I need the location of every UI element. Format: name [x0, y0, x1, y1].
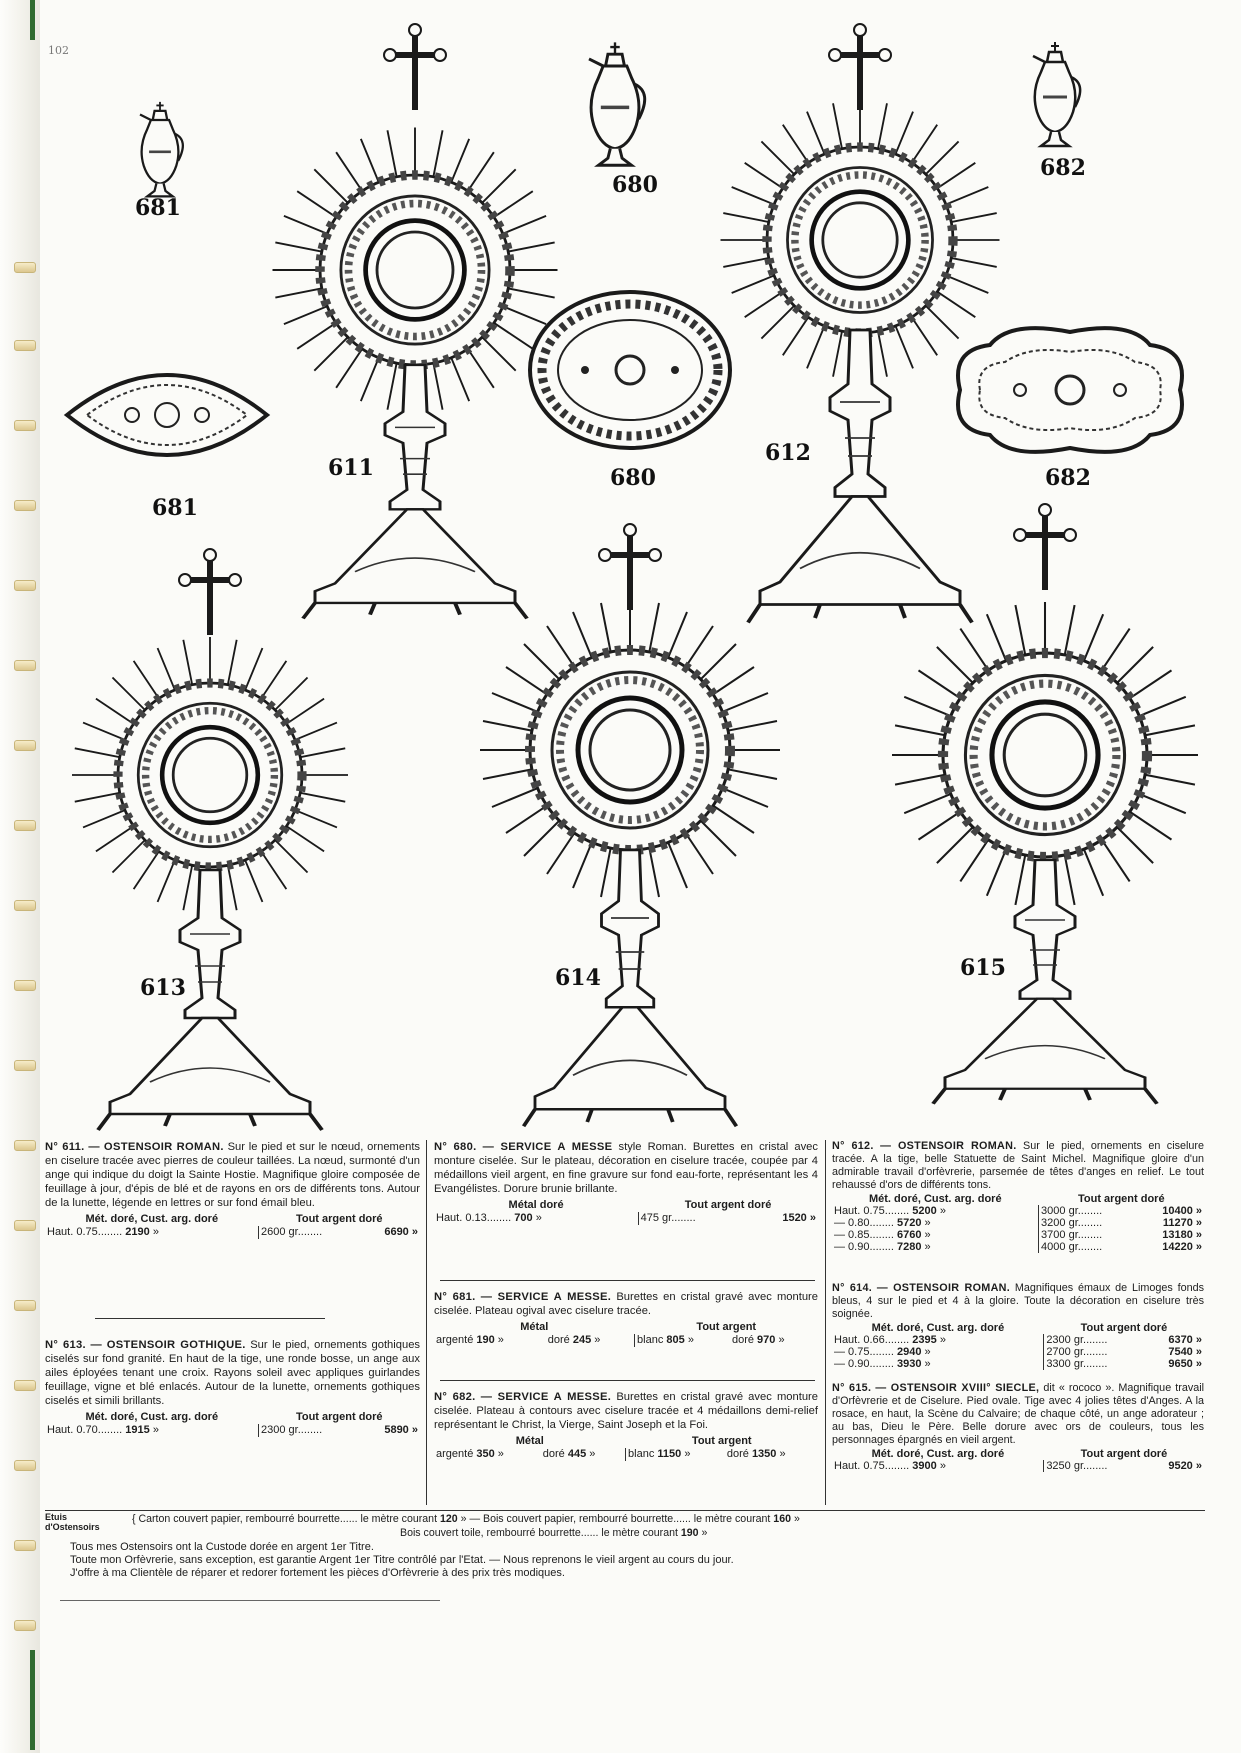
price-unit: » [924, 1358, 931, 1370]
page-number: 102 [48, 44, 69, 57]
price-value: 3900 [912, 1460, 937, 1472]
price-unit: » [1195, 1346, 1202, 1358]
price-header: Mét. doré, Cust. arg. doré [871, 1448, 1005, 1460]
price-header: Tout argent doré [1080, 1322, 1168, 1334]
price-header: Mét. doré, Cust. arg. doré [868, 1193, 1002, 1205]
catalog-entry-614 [832, 1282, 1204, 1370]
price-unit: » [924, 1229, 931, 1241]
price-unit: » [939, 1205, 946, 1217]
weight-label: 2300 gr........ [1046, 1334, 1108, 1346]
entry-number: N° 613. [45, 1339, 86, 1351]
entry-title: — OSTENSOIR ROMAN. [876, 1282, 1011, 1294]
monstrance-613-illustration [60, 545, 360, 1135]
entry-title: — SERVICE A MESSE [482, 1141, 613, 1153]
binding-ring [14, 1060, 36, 1071]
price-value: 160 [773, 1513, 791, 1525]
price-unit: » [779, 1448, 786, 1460]
price-unit: » [809, 1212, 816, 1224]
finish-label: blanc [637, 1334, 664, 1346]
etuis-prices-line-1: { Carton couvert papier, rembourré bourrette...... le mètre courant 120 » — Bois couvert papier, rembourré bourrette...... le mètre courant 160 » [132, 1513, 800, 1525]
price-unit: » [1195, 1229, 1202, 1241]
cruet-682-illustration [1025, 35, 1085, 155]
price-value: 970 [757, 1334, 776, 1346]
monstrance-615-illustration [880, 495, 1210, 1105]
finish-label: doré [731, 1334, 754, 1346]
price-header: Tout argent doré [295, 1213, 383, 1225]
figure-label-615: 615 [960, 955, 1006, 981]
price-header: Mét. doré, Cust. arg. doré [85, 1213, 219, 1225]
height-label: Haut. 0.75........ [834, 1460, 910, 1472]
entry-number: N° 614. [832, 1282, 873, 1294]
price-value: 120 [439, 1513, 458, 1525]
price-unit: » [589, 1448, 596, 1460]
finish-label: argenté [436, 1448, 474, 1460]
price-value: 2190 [125, 1226, 150, 1238]
price-value: 700 [514, 1212, 533, 1224]
price-value: 3930 [896, 1358, 922, 1370]
column-divider [426, 1140, 427, 1505]
height-label: Haut. 0.66........ [834, 1334, 910, 1346]
footer-note-2: Toute mon Orfèvrerie, sans exception, est garantie Argent 1er Titre contrôlé par l'Etat. — Nous reprenons le vieil argent au cours du jour. [70, 1554, 734, 1566]
price-header: Tout argent doré [684, 1199, 772, 1211]
entry-number: N° 680. [434, 1141, 477, 1153]
price-unit: » [1195, 1205, 1202, 1217]
weight-label: 3700 gr........ [1041, 1229, 1103, 1241]
entry-title: — OSTENSOIR ROMAN. [88, 1141, 224, 1153]
price-value: 6370 [1168, 1334, 1193, 1346]
price-value: 2395 [912, 1334, 937, 1346]
binding-ring [14, 1620, 36, 1631]
height-label: — 0.85........ [834, 1229, 894, 1241]
entry-title: — OSTENSOIR XVIII° SIECLE, [875, 1382, 1040, 1394]
price-value: 1150 [657, 1448, 682, 1460]
catalog-entry-680 [434, 1140, 818, 1225]
entry-title: — SERVICE A MESSE. [480, 1391, 612, 1403]
price-table [45, 1411, 420, 1437]
catalog-entry-613 [45, 1338, 420, 1437]
price-table [832, 1322, 1204, 1370]
price-unit: » [793, 1513, 800, 1525]
price-value: 13180 [1162, 1229, 1193, 1241]
price-value: 6760 [896, 1229, 922, 1241]
etuis-label-line: d'Ostensoirs [45, 1522, 100, 1532]
height-label: — 0.80........ [834, 1217, 894, 1229]
catalog-entry-612 [832, 1140, 1204, 1253]
entry-title: — OSTENSOIR ROMAN. [880, 1140, 1017, 1152]
weight-label: 4000 gr........ [1041, 1241, 1103, 1253]
weight-label: 3300 gr........ [1046, 1358, 1108, 1370]
weight-label: 3250 gr........ [1046, 1460, 1108, 1472]
weight-label: 2600 gr........ [261, 1226, 323, 1238]
binding-ring [14, 580, 36, 591]
figure-label-681: 681 [135, 195, 181, 221]
price-value: 9650 [1168, 1358, 1193, 1370]
divider [95, 1318, 325, 1319]
etuis-prices-line-2 [400, 1527, 707, 1540]
price-value: 190 [476, 1334, 495, 1346]
binding-ring [14, 980, 36, 991]
price-value: 1520 [782, 1212, 807, 1224]
entry-description: Burettes en cristal gravé avec monture ciselée. Plateau à contours avec ciselure tracée et 4 médaillons demi-relief représentant le Christ, la Vierge, Saint Joseph et la Foi. [434, 1391, 818, 1431]
figure-label-680-tray: 680 [610, 465, 656, 491]
height-label: Haut. 0.75........ [834, 1205, 910, 1217]
finish-label: argenté [436, 1334, 474, 1346]
etuis-label-line: Etuis [45, 1512, 68, 1522]
figure-label-682: 682 [1040, 155, 1086, 181]
entry-description: Burettes en cristal gravé avec monture ciselée. Plateau ogival avec ciselure tracée. [434, 1291, 818, 1317]
price-unit: » [497, 1334, 504, 1346]
figure-label-682-tray: 682 [1045, 465, 1091, 491]
entry-number: N° 612. [832, 1140, 874, 1152]
price-unit: » [1195, 1334, 1202, 1346]
price-value: 2940 [896, 1346, 922, 1358]
price-unit: » [411, 1424, 418, 1436]
binding-ring [14, 900, 36, 911]
price-header: Tout argent doré [1080, 1448, 1168, 1460]
binding-ring [14, 740, 36, 751]
height-label: — 0.90........ [834, 1241, 894, 1253]
price-unit: » [1195, 1460, 1202, 1472]
entry-title: — OSTENSOIR GOTHIQUE. [90, 1339, 246, 1351]
price-table [832, 1448, 1204, 1472]
spiral-binding [0, 0, 40, 1753]
finish-label: blanc [628, 1448, 655, 1460]
finish-label: doré [726, 1448, 749, 1460]
price-unit: » [497, 1448, 504, 1460]
monstrance-614-illustration [465, 510, 795, 1110]
price-unit: » [152, 1424, 159, 1436]
price-unit: » [924, 1346, 931, 1358]
price-unit: » [1195, 1358, 1202, 1370]
price-unit: » [1195, 1217, 1202, 1229]
etuis-label [45, 1512, 100, 1532]
tray-682-illustration [950, 320, 1190, 460]
height-label: — 0.75........ [834, 1346, 894, 1358]
weight-label: 3200 gr........ [1041, 1217, 1103, 1229]
entry-description: Sur le pied, ornements gothiques ciselés sur fond granité. En haut de la tige, une ronde bosse, un ange aux ailes éployées tenant une croix. Rayons soleil avec appliques guirlandes feuillage, vigne et blé enlacés. Autour de la lunette, ornements gothiques ciselés et simili brillants. [45, 1339, 421, 1407]
price-header: Tout argent doré [295, 1411, 383, 1423]
price-table [45, 1213, 420, 1239]
divider [440, 1280, 815, 1281]
price-unit: » [701, 1527, 708, 1539]
binding-ring [14, 1460, 36, 1471]
price-unit: » [939, 1460, 946, 1472]
divider [45, 1510, 1205, 1511]
price-value: 5200 [912, 1205, 937, 1217]
weight-label: 2700 gr........ [1046, 1346, 1108, 1358]
price-value: 11270 [1162, 1217, 1193, 1229]
price-header: Mét. doré, Cust. arg. doré [871, 1322, 1005, 1334]
price-value: 805 [666, 1334, 685, 1346]
binding-ring [14, 500, 36, 511]
price-unit: » [1195, 1241, 1202, 1253]
figure-label-614: 614 [555, 965, 601, 991]
figure-label-681-tray: 681 [152, 495, 198, 521]
price-header: Tout argent [691, 1435, 752, 1447]
entry-description: style Roman. Burettes en cristal avec monture ciselée. Sur le plateau, décoration en ciselure tracée, coupée par 4 médaillons vieil argent, en fine gravure sur fond eau-forte, représentant les 4 Evangélistes. Dorure brunie brillante. [434, 1141, 818, 1195]
etuis-price-text: Bois couvert toile, rembourré bourrette...... le mètre courant [400, 1527, 678, 1539]
price-header: Métal [520, 1321, 549, 1333]
price-value: 6690 [384, 1226, 409, 1238]
price-value: 1915 [125, 1424, 150, 1436]
footer-note-3: J'offre à ma Clientèle de réparer et redorer fortement les pièces d'Orfèvrerie à des prix très modiques. [70, 1567, 565, 1579]
divider [60, 1600, 440, 1601]
height-label: Haut. 0.75........ [47, 1226, 123, 1238]
binding-ring [14, 1540, 36, 1551]
binding-ring [14, 420, 36, 431]
price-unit: » [924, 1241, 931, 1253]
figure-label-612: 612 [765, 440, 811, 466]
weight-label: 3000 gr........ [1041, 1205, 1103, 1217]
binding-ring [14, 262, 36, 273]
entry-number: N° 615. [832, 1382, 872, 1394]
price-value: 10400 [1162, 1205, 1193, 1217]
price-unit: » [535, 1212, 542, 1224]
price-value: 190 [680, 1527, 699, 1539]
binding-edge [30, 1650, 35, 1750]
price-table [434, 1435, 818, 1461]
price-unit: » [687, 1334, 694, 1346]
price-value: 350 [476, 1448, 495, 1460]
price-header: Tout argent [696, 1321, 757, 1333]
weight-label: 2300 gr........ [261, 1424, 323, 1436]
binding-edge [30, 0, 35, 40]
catalog-entry-615 [832, 1382, 1204, 1472]
price-unit: » [924, 1217, 931, 1229]
tray-681-illustration [62, 340, 272, 490]
entry-number: N° 611. [45, 1141, 85, 1153]
price-unit: » [778, 1334, 785, 1346]
price-header: Mét. doré, Cust. arg. doré [85, 1411, 219, 1423]
binding-ring [14, 1220, 36, 1231]
figure-label-611: 611 [328, 455, 374, 481]
finish-label: doré [542, 1448, 565, 1460]
price-value: 5720 [896, 1217, 922, 1229]
binding-ring [14, 1140, 36, 1151]
price-unit: » [939, 1334, 946, 1346]
price-header: Métal doré [508, 1199, 564, 1211]
height-label: Haut. 0.13........ [436, 1212, 512, 1224]
entry-number: N° 682. [434, 1391, 476, 1403]
weight-label: 475 gr........ [640, 1212, 696, 1224]
figure-label-613: 613 [140, 975, 186, 1001]
price-value: 5890 [384, 1424, 409, 1436]
height-label: — 0.90........ [834, 1358, 894, 1370]
price-value: 7280 [896, 1241, 922, 1253]
column-divider [825, 1140, 826, 1505]
price-header: Tout argent doré [1077, 1193, 1165, 1205]
etuis-price-text: » — Bois couvert papier, rembourré bourrette...... le mètre courant [460, 1513, 771, 1525]
price-value: 1350 [751, 1448, 777, 1460]
price-value: 9520 [1168, 1460, 1193, 1472]
figure-label-680: 680 [612, 172, 658, 198]
catalog-entry-682 [434, 1390, 818, 1461]
price-value: 14220 [1162, 1241, 1193, 1253]
entry-number: N° 681. [434, 1291, 476, 1303]
footer-note-1: Tous mes Ostensoirs ont la Custode dorée en argent 1er Titre. [70, 1541, 374, 1553]
price-unit: » [152, 1226, 159, 1238]
price-value: 7540 [1168, 1346, 1193, 1358]
finish-label: doré [547, 1334, 570, 1346]
price-table [434, 1199, 818, 1225]
divider [440, 1380, 815, 1381]
binding-ring [14, 340, 36, 351]
price-unit: » [684, 1448, 691, 1460]
binding-ring [14, 1300, 36, 1311]
price-table [434, 1321, 818, 1347]
price-value: 245 [572, 1334, 592, 1346]
entry-description: Sur le pied et sur le nœud, ornements en ciselure tracée avec pierres de couleur taillées. La nœud, surmonté d'un ange qui indique du doigt la Sainte Hostie. Magnifique gloire composée de feuillage à jour, d'épis de blé et de rayons en ors de différents tons. Autour de la lunette, légende en lettres or sur fond émail bleu. [45, 1141, 421, 1209]
binding-ring [14, 660, 36, 671]
height-label: Haut. 0.70........ [47, 1424, 123, 1436]
price-unit: » [594, 1334, 601, 1346]
cruet-681-illustration [130, 100, 190, 200]
binding-ring [14, 820, 36, 831]
price-header: Métal [515, 1435, 544, 1447]
entry-description: dit « rococo ». Magnifique travail d'Orfèvrerie et de Ciselure. Pied ovale. Tige avec 4 jolies têtes d'Anges. A la rosace, en haut, la Scène du Calvaire; de chaque côté, un ange adorateur ; au bas, Dieu le Père. Belle dorure avec ors de couleurs, tous les personnages épargnés en vieil argent. [832, 1382, 1205, 1446]
etuis-price-text: Carton couvert papier, rembourré bourrette...... le mètre courant [138, 1513, 438, 1525]
price-table [832, 1193, 1204, 1253]
entry-description: Magnifiques émaux de Limoges fonds bleus, 4 sur le pied et 4 à la gloire. Toute la décoration en ciselure très soignée. [832, 1282, 1205, 1320]
price-unit: » [411, 1226, 418, 1238]
catalog-entry-611 [45, 1140, 420, 1239]
entry-description: Sur le pied, ornements en ciselure tracée. A la tige, belle Statuette de Saint Michel. Magnifique gloire d'un admirable travail d'orfèvrerie, parsemée de têtes d'anges en relief. Le tout rehaussé d'ors de différents tons. [832, 1140, 1205, 1191]
catalog-entry-681 [434, 1290, 818, 1347]
binding-ring [14, 1380, 36, 1391]
price-value: 445 [567, 1448, 587, 1460]
entry-title: — SERVICE A MESSE. [480, 1291, 612, 1303]
